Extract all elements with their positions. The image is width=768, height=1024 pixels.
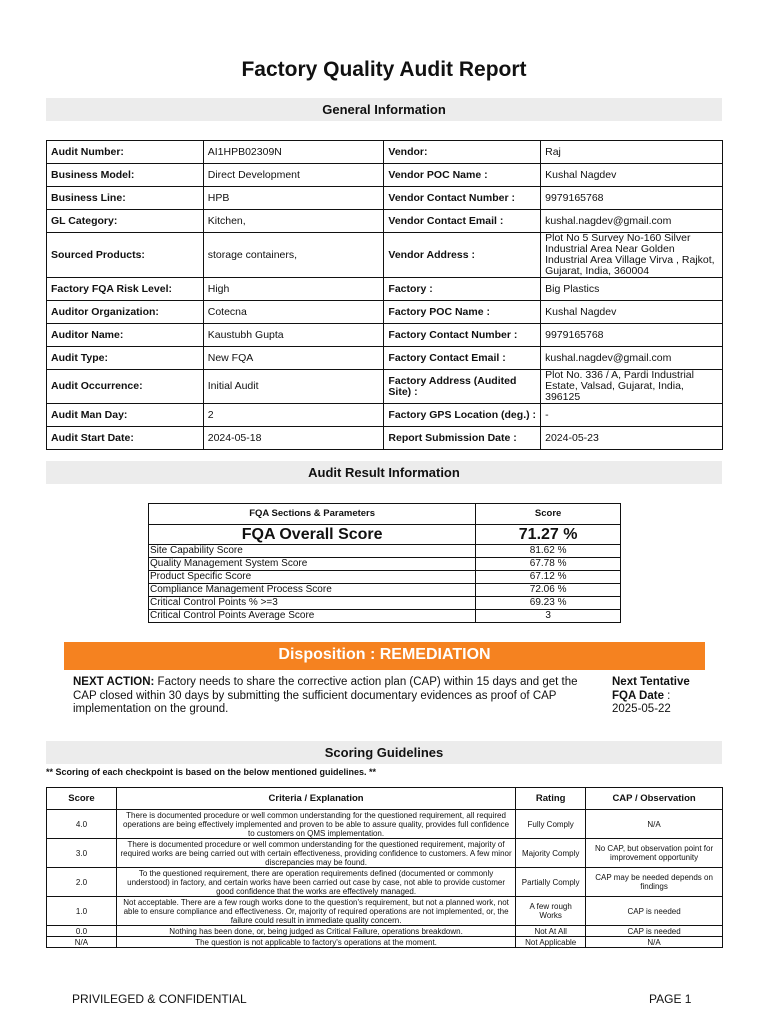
info-label: Vendor: [384,141,541,164]
scoring-guidelines-heading: Scoring Guidelines [46,741,722,764]
score-value: 72.06 % [476,584,621,597]
guideline-row [47,926,723,937]
score-table [148,503,621,623]
general-information-table [46,140,723,450]
info-label: Business Line: [47,187,204,210]
info-label: Factory Contact Number : [384,324,541,347]
score-value: 69.23 % [476,597,621,610]
score-row [149,545,621,558]
info-label: Factory GPS Location (deg.) : [384,404,541,427]
guideline-score: N/A [47,937,117,948]
score-value: 67.78 % [476,558,621,571]
score-row [149,597,621,610]
col-score: Score [476,504,621,525]
guideline-rating: A few rough Works [516,897,586,926]
info-value: 2 [203,404,384,427]
col-rating-header: Rating [516,788,586,810]
guideline-rating: Not At All [516,926,586,937]
score-value: 3 [476,610,621,623]
report-title: Factory Quality Audit Report [241,58,527,81]
guideline-criteria: To the questioned requirement, there are operation requirements defined (documented or commonly understood) in factory, and certain works have been carried out case by case, not able to provide customer good confidence that the works are effectively managed. [116,868,515,897]
guideline-row [47,937,723,948]
info-label: Vendor Address : [384,233,541,278]
footer-confidential: PRIVILEGED & CONFIDENTIAL [72,992,247,1006]
info-label: Factory Contact Email : [384,347,541,370]
score-parameter: Site Capability Score [149,545,476,558]
score-parameter: Critical Control Points % >=3 [149,597,476,610]
info-value: Kushal Nagdev [541,301,723,324]
score-parameter: Quality Management System Score [149,558,476,571]
info-row [47,187,723,210]
info-value: 9979165768 [541,324,723,347]
info-value: Plot No. 336 / A, Pardi Industrial Estate, Valsad, Gujarat, India, 396125 [541,370,723,404]
info-value: Direct Development [203,164,384,187]
guideline-rating: Majority Comply [516,839,586,868]
guideline-rating: Partially Comply [516,868,586,897]
scoring-note: ** Scoring of each checkpoint is based on the below mentioned guidelines. ** [46,767,377,777]
info-row [47,370,723,404]
score-value: 81.62 % [476,545,621,558]
overall-score-row [149,525,621,545]
fqa-date-value: 2025-05-22 [612,703,671,715]
info-value: High [203,278,384,301]
info-label: Vendor POC Name : [384,164,541,187]
footer-page-number: PAGE 1 [649,992,692,1006]
info-value: New FQA [203,347,384,370]
info-value: Raj [541,141,723,164]
info-value: - [541,404,723,427]
score-row [149,571,621,584]
next-tentative-label: Next Tentative [612,676,690,688]
info-value: storage containers, [203,233,384,278]
info-value: Kitchen, [203,210,384,233]
info-value: kushal.nagdev@gmail.com [541,210,723,233]
info-value: kushal.nagdev@gmail.com [541,347,723,370]
guideline-cap: CAP may be needed depends on findings [586,868,723,897]
info-label: Audit Man Day: [47,404,204,427]
info-label: Factory POC Name : [384,301,541,324]
info-row [47,427,723,450]
info-row [47,141,723,164]
info-row [47,164,723,187]
guideline-score: 2.0 [47,868,117,897]
guideline-row [47,868,723,897]
fqa-date-label: FQA Date [612,689,664,702]
audit-result-heading: Audit Result Information [46,461,722,484]
score-table-header [149,504,621,525]
info-label: Factory FQA Risk Level: [47,278,204,301]
info-row [47,324,723,347]
guideline-cap: No CAP, but observation point for improvement opportunity [586,839,723,868]
guideline-criteria: There is documented procedure or well common understanding for the questioned requirement, all required operations are being effectively implemented and proven to be able to assure quality, provides full confidence to customers on QMS implementation. [116,810,515,839]
guideline-cap: CAP is needed [586,897,723,926]
score-parameter: Product Specific Score [149,571,476,584]
guideline-criteria: There is documented procedure or well common understanding for the questioned requirement, majority of required works are being carried out with certain effectiveness, providing confidence to customers. A few minor discrepancies may be found. [116,839,515,868]
scoring-table-header [47,788,723,810]
col-sections: FQA Sections & Parameters [149,504,476,525]
info-label: Factory Address (Audited Site) : [384,370,541,404]
guideline-criteria: Nothing has been done, or, being judged as Critical Failure, operations breakdown. [116,926,515,937]
general-information-heading: General Information [46,98,722,121]
info-label: Report Submission Date : [384,427,541,450]
score-parameter: Critical Control Points Average Score [149,610,476,623]
info-value: 2024-05-23 [541,427,723,450]
disposition-banner: Disposition : REMEDIATION [64,642,705,670]
guideline-score: 4.0 [47,810,117,839]
info-label: Auditor Organization: [47,301,204,324]
guideline-score: 3.0 [47,839,117,868]
info-value: Big Plastics [541,278,723,301]
guideline-rating: Fully Comply [516,810,586,839]
info-label: Factory : [384,278,541,301]
info-row [47,404,723,427]
col-criteria-header: Criteria / Explanation [116,788,515,810]
info-value: Kaustubh Gupta [203,324,384,347]
info-label: Business Model: [47,164,204,187]
scoring-guidelines-table [46,787,723,948]
next-tentative-date [612,676,722,717]
guideline-row [47,897,723,926]
info-label: Vendor Contact Email : [384,210,541,233]
guideline-cap: N/A [586,937,723,948]
info-label: GL Category: [47,210,204,233]
guideline-score: 1.0 [47,897,117,926]
guideline-row [47,839,723,868]
next-action-label: NEXT ACTION: [73,676,155,688]
info-value: Plot No 5 Survey No-160 Silver Industrial Area Near Golden Industrial Area Village Virva , Rajkot, Gujarat, India, 360004 [541,233,723,278]
info-label: Audit Start Date: [47,427,204,450]
info-row [47,210,723,233]
col-score-header: Score [47,788,117,810]
guideline-cap: N/A [586,810,723,839]
guideline-criteria: The question is not applicable to factory's operations at the moment. [116,937,515,948]
info-value: AI1HPB02309N [203,141,384,164]
next-action-text: Factory needs to share the corrective action plan (CAP) within 15 days and get the CAP closed within 30 days by submitting the sufficient documentary evidences as proof of CAP implementation on the ground. [73,676,578,715]
info-value: Initial Audit [203,370,384,404]
guideline-criteria: Not acceptable. There are a few rough works done to the question's requirement, but not a planned work, not able to ensure compliance and effectiveness. Or, majority of required operations are not implemented, or, the failure could result in immediate quality concern. [116,897,515,926]
info-label: Audit Number: [47,141,204,164]
info-row [47,233,723,278]
guideline-row [47,810,723,839]
info-label: Sourced Products: [47,233,204,278]
overall-score-value: 71.27 % [476,525,621,545]
info-value: Cotecna [203,301,384,324]
overall-score-label: FQA Overall Score [149,525,476,545]
score-row [149,584,621,597]
info-value: 9979165768 [541,187,723,210]
info-row [47,278,723,301]
info-value: 2024-05-18 [203,427,384,450]
info-value: Kushal Nagdev [541,164,723,187]
info-label: Vendor Contact Number : [384,187,541,210]
guideline-cap: CAP is needed [586,926,723,937]
info-label: Auditor Name: [47,324,204,347]
guideline-rating: Not Applicable [516,937,586,948]
score-parameter: Compliance Management Process Score [149,584,476,597]
fqa-date-colon: : [663,689,671,702]
guideline-score: 0.0 [47,926,117,937]
info-label: Audit Occurrence: [47,370,204,404]
next-action [73,676,593,717]
col-cap-header: CAP / Observation [586,788,723,810]
info-value: HPB [203,187,384,210]
info-label: Audit Type: [47,347,204,370]
score-value: 67.12 % [476,571,621,584]
score-row [149,558,621,571]
score-row [149,610,621,623]
info-row [47,347,723,370]
info-row [47,301,723,324]
